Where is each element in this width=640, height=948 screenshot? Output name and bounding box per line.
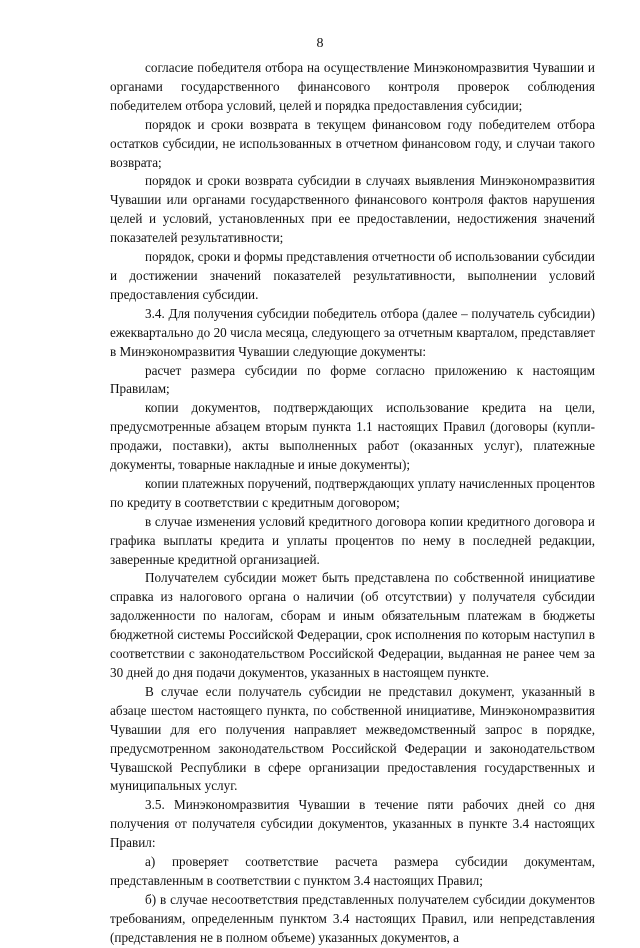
paragraph-credit-use-copies: копии документов, подтверждающих использование кредита на цели, предусмотренные абзацем вторым пункта 1.1 настоящих Правил (договоры (купли-продажи, поставки), акты выполненных работ (оказанных услуг), платежные документы, товарные накладные и иные документы);: [110, 400, 595, 473]
paragraph-item-a: а) проверяет соответствие расчета размера субсидии документам, представленным в соответствии с пунктом 3.4 настоящих Правил;: [110, 854, 595, 888]
paragraph-interdepartmental-request: В случае если получатель субсидии не представил документ, указанный в абзаце шестом настоящего пункта, по собственной инициативе, Минэкономразвития Чувашии для его получения направляет межведомственный запрос в порядке, предусмотренном законодательством Российской Федерации и законодательством Чувашской Республики в сфере организации предоставления государственных и муниципальных услуг.: [110, 683, 595, 794]
paragraph-return-violations: порядок и сроки возврата субсидии в случаях выявления Минэкономразвития Чувашии или органами государственного финансового контроля фактов нарушения целей и условий, установленных при ее предоставлении, недостижения значений показателей результативности;: [110, 173, 595, 246]
paragraph-tax-certificate: Получателем субсидии может быть представлена по собственной инициативе справка из налогового органа о наличии (об отсутствии) у получателя субсидии задолженности по налогам, сборам и иным обязательным платежам в бюджеты бюджетной системы Российской Федерации, срок исполнения по которым наступил в соответствии с законодательством Российской Федерации, выданная не ранее чем за 30 дней до дня подачи документов, указанных в настоящем пункте.: [110, 570, 595, 680]
paragraph-item-b: б) в случае несоответствия представленных получателем субсидии документов требованиям, определенным пунктом 3.4 настоящих Правил, или непредставления (представления не в полном объеме) указанных документов, а: [110, 891, 595, 945]
paragraph-3-5: 3.5. Минэкономразвития Чувашии в течение пяти рабочих дней со дня получения от получателя субсидии документов, указанных в пункте 3.4 настоящих Правил:: [110, 797, 595, 851]
page-number: 8: [316, 36, 324, 51]
paragraph-payment-orders: копии платежных поручений, подтверждающих уплату начисленных процентов по кредиту в соответствии с кредитным договором;: [110, 475, 595, 510]
document-body: [110, 59, 595, 948]
paragraph-consent-inspections: согласие победителя отбора на осуществление Минэкономразвития Чувашии и органами государственного финансового контроля проверок соблюдения победителем отбора условий, целей и порядка предоставления субсидии;: [110, 60, 595, 113]
paragraph-return-remainders: порядок и сроки возврата в текущем финансовом году победителем отбора остатков субсидии, не использованных в отчетном финансовом году, и случаи такого возврата;: [110, 116, 595, 170]
paragraph-credit-agreement-change: в случае изменения условий кредитного договора копии кредитного договора и графика выплаты кредита и уплаты процентов по нему в последней редакции, заверенные кредитной организацией.: [110, 513, 595, 567]
paragraph-subsidy-calculation: расчет размера субсидии по форме согласно приложению к настоящим Правилам;: [110, 362, 595, 397]
paragraph-reporting: порядок, сроки и формы представления отчетности об использовании субсидии и достижении значений показателей результативности, выполнении условий предоставления субсидии.: [110, 249, 595, 302]
paragraph-3-4: 3.4. Для получения субсидии победитель отбора (далее – получатель субсидии) ежеквартально до 20 числа месяца, следующего за отчетным кварталом, представляет в Минэкономразвития Чувашии следующие документы:: [110, 305, 595, 359]
